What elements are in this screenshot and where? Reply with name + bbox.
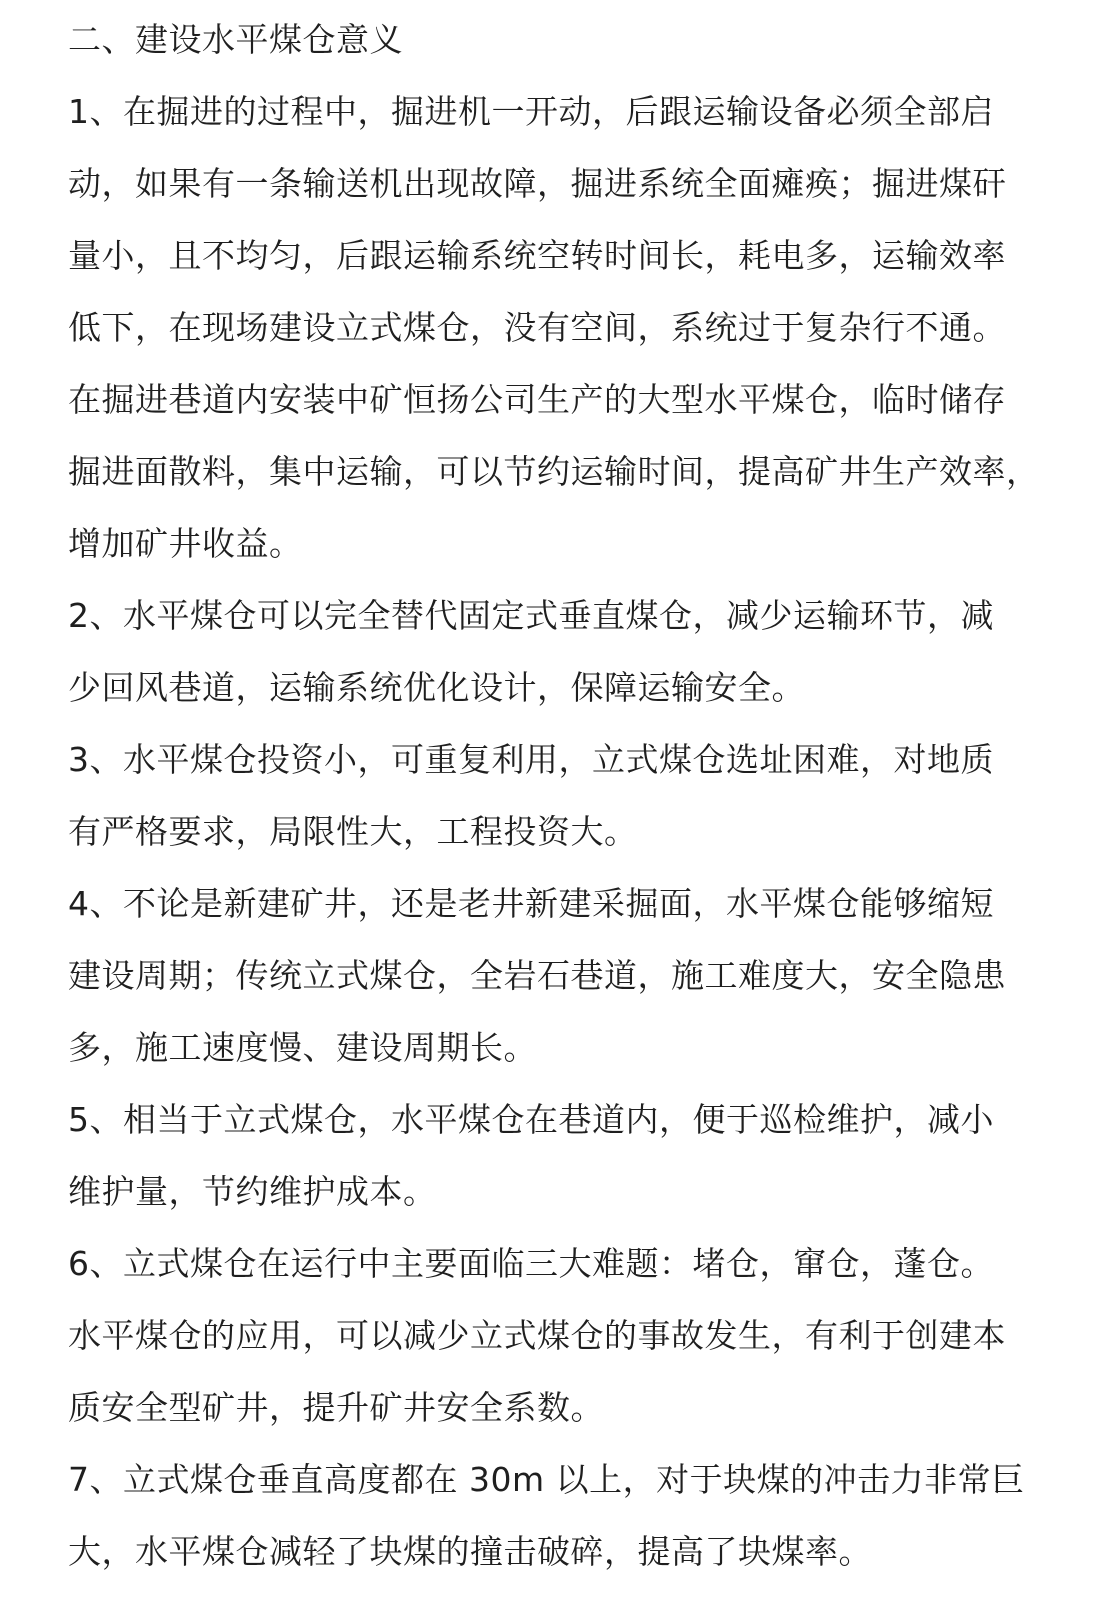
text-line: 4、不论是新建矿井，还是老井新建采掘面，水平煤仓能够缩短 bbox=[68, 884, 994, 923]
text-line: 2、水平煤仓可以完全替代固定式垂直煤仓，减少运输环节，减 bbox=[68, 596, 994, 635]
text-line: 5、相当于立式煤仓，水平煤仓在巷道内，便于巡检维护，减小 bbox=[68, 1100, 994, 1139]
text-line: 在掘进巷道内安装中矿恒扬公司生产的大型水平煤仓，临时储存 bbox=[68, 380, 1006, 419]
text-line: 建设周期；传统立式煤仓，全岩石巷道，施工难度大，安全隐患 bbox=[68, 956, 1006, 995]
text-line: 量小，且不均匀，后跟运输系统空转时间长，耗电多，运输效率 bbox=[68, 236, 1006, 275]
document-body bbox=[68, 4, 1040, 1588]
text-line: 有严格要求，局限性大，工程投资大。 bbox=[68, 812, 638, 851]
text-line: 低下，在现场建设立式煤仓，没有空间，系统过于复杂行不通。 bbox=[68, 308, 1006, 347]
text-line: 7、立式煤仓垂直高度都在 30m 以上，对于块煤的冲击力非常巨 bbox=[68, 1460, 1025, 1499]
text-line: 1、在掘进的过程中，掘进机一开动，后跟运输设备必须全部启 bbox=[68, 92, 994, 131]
text-line: 6、立式煤仓在运行中主要面临三大难题：堵仓，窜仓，蓬仓。 bbox=[68, 1244, 994, 1283]
text-line: 质安全型矿井，提升矿井安全系数。 bbox=[68, 1388, 604, 1427]
text-line: 大，水平煤仓减轻了块煤的撞击破碎，提高了块煤率。 bbox=[68, 1532, 872, 1571]
text-line: 少回风巷道，运输系统优化设计，保障运输安全。 bbox=[68, 668, 805, 707]
section-heading: 二、建设水平煤仓意义 bbox=[68, 20, 403, 59]
text-line: 动，如果有一条输送机出现故障，掘进系统全面瘫痪；掘进煤矸 bbox=[68, 164, 1006, 203]
text-line: 掘进面散料，集中运输，可以节约运输时间，提高矿井生产效率， bbox=[68, 452, 1040, 491]
text-line: 3、水平煤仓投资小，可重复利用，立式煤仓选址困难，对地质 bbox=[68, 740, 994, 779]
text-line: 水平煤仓的应用，可以减少立式煤仓的事故发生，有利于创建本 bbox=[68, 1316, 1006, 1355]
text-line: 多，施工速度慢、建设周期长。 bbox=[68, 1028, 537, 1067]
text-line: 维护量，节约维护成本。 bbox=[68, 1172, 437, 1211]
text-line: 增加矿井收益。 bbox=[68, 524, 303, 563]
